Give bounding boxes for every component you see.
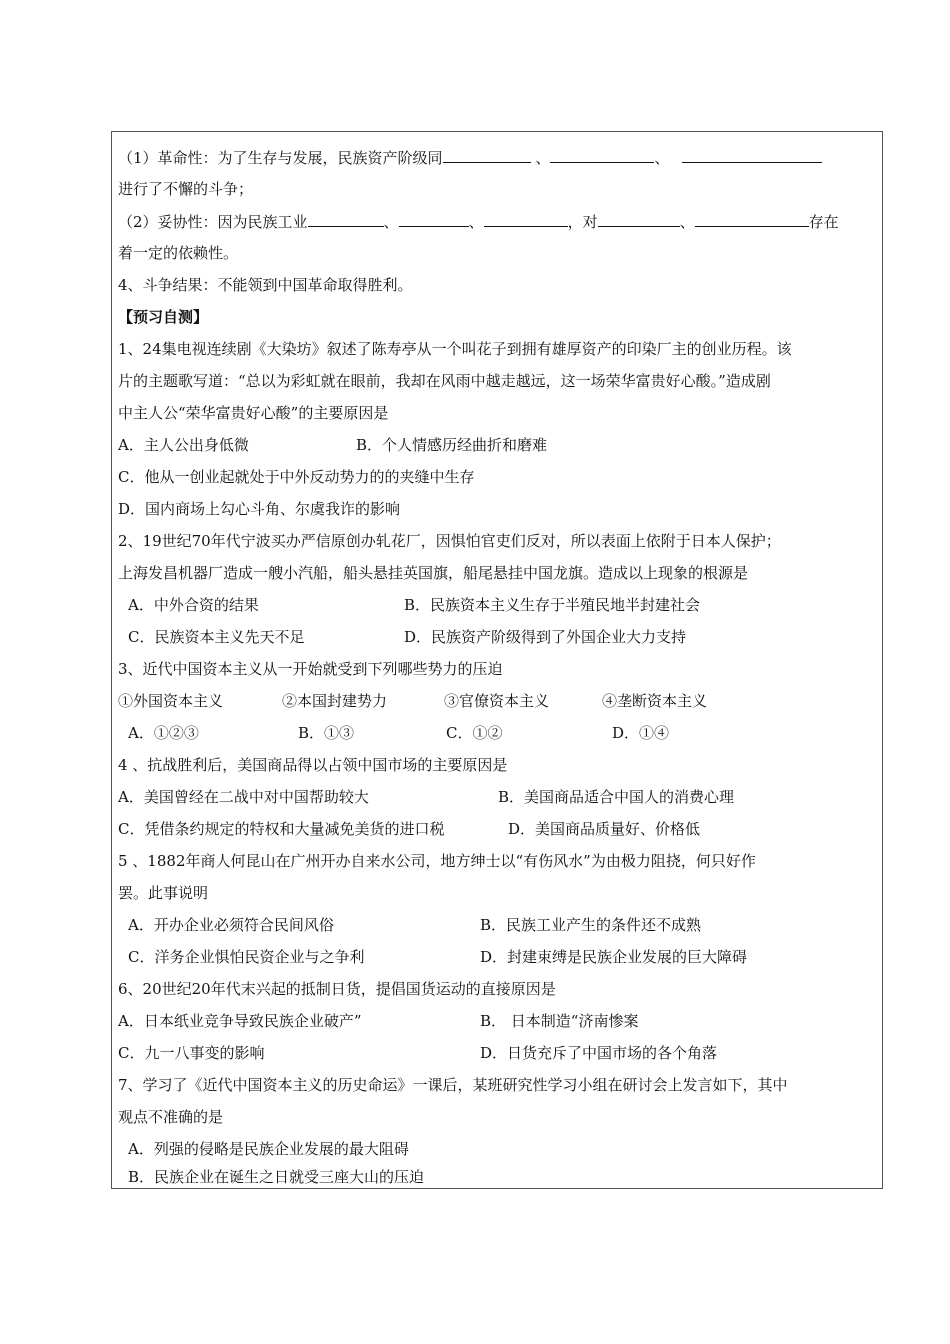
q4-option-c[interactable]: C．凭借条约规定的特权和大量减免美货的进口税: [118, 820, 445, 838]
q5-option-c[interactable]: C．洋务企业惧怕民资企业与之争利: [128, 948, 365, 966]
q4-option-a[interactable]: A．美国曾经在二战中对中国帮助较大: [118, 788, 369, 806]
q1-option-d[interactable]: D．国内商场上勾心斗角、尔虞我诈的影响: [118, 500, 401, 518]
q3-item-3: ③官僚资本主义: [444, 692, 550, 710]
q3-option-d[interactable]: D．①④: [612, 724, 670, 742]
question-2-stem: 2、19世纪70年代宁波买办严信原创办轧花厂，因惧怕官吏们反对，所以表面上依附于日本人保护；: [118, 532, 781, 550]
question-6-stem: 6、20世纪20年代末兴起的抵制日货，提倡国货运动的直接原因是: [118, 980, 556, 998]
text-line: 4、斗争结果：不能领到中国革命取得胜利。: [118, 276, 413, 294]
question-5-stem: 罢。此事说明: [118, 884, 209, 902]
q3-item-1: ①外国资本主义: [118, 692, 224, 710]
q2-option-b[interactable]: B．民族资本主义生存于半殖民地半封建社会: [404, 596, 701, 614]
question-2-stem: 上海发昌机器厂造成一艘小汽船，船头悬挂英国旗，船尾悬挂中国龙旗。造成以上现象的根源是: [118, 564, 749, 582]
q2-option-c[interactable]: C．民族资本主义先天不足: [128, 628, 305, 646]
q4-option-b[interactable]: B．美国商品适合中国人的消费心理: [498, 788, 735, 806]
separator: 、: [468, 213, 484, 231]
compromise-nature-line: [118, 211, 839, 232]
q3-option-a[interactable]: A．①②③: [128, 724, 199, 742]
text-segment: 存在: [808, 213, 839, 231]
question-1-stem: 片的主题歌写道：“总以为彩虹就在眼前，我却在风雨中越走越远，这一场荣华富贵好心酸。”造成剧: [118, 372, 771, 390]
q2-option-a[interactable]: A．中外合资的结果: [128, 596, 259, 614]
q3-item-4: ④垄断资本主义: [602, 692, 708, 710]
answer-blank[interactable]: [695, 211, 809, 227]
text-segment: （1）革命性：为了生存与发展，民族资产阶级同: [118, 149, 443, 167]
separator: ，对: [567, 213, 598, 231]
q5-option-d[interactable]: D．封建束缚是民族企业发展的巨大障碍: [480, 948, 748, 966]
revolutionary-nature-line: [118, 147, 822, 168]
q6-option-d[interactable]: D．日货充斥了中国市场的各个角落: [480, 1044, 718, 1062]
answer-blank[interactable]: [682, 147, 822, 163]
q1-option-c[interactable]: C．他从一创业起就处于中外反动势力的的夹缝中生存: [118, 468, 475, 486]
q1-option-b[interactable]: B．个人情感历经曲折和磨难: [356, 436, 548, 454]
q7-option-b[interactable]: B．民族企业在诞生之日就受三座大山的压迫: [128, 1168, 425, 1186]
section-heading: 【预习自测】: [118, 308, 209, 326]
q4-option-d[interactable]: D．美国商品质量好、价格低: [508, 820, 701, 838]
q3-item-2: ②本国封建势力: [282, 692, 388, 710]
question-3-stem: 3、近代中国资本主义从一开始就受到下列哪些势力的压迫: [118, 660, 503, 678]
text-line: 着一定的依赖性。: [118, 244, 239, 262]
answer-blank[interactable]: [399, 211, 469, 227]
q2-option-d[interactable]: D．民族资产阶级得到了外国企业大力支持: [404, 628, 687, 646]
separator: 、: [679, 213, 695, 231]
q5-option-a[interactable]: A．开办企业必须符合民间风俗: [128, 916, 334, 934]
answer-blank[interactable]: [443, 147, 531, 163]
q7-option-a[interactable]: A．列强的侵略是民族企业发展的最大阻碍: [128, 1140, 409, 1158]
q5-option-b[interactable]: B．民族工业产生的条件还不成熟: [480, 916, 702, 934]
answer-blank[interactable]: [308, 211, 384, 227]
answer-blank[interactable]: [598, 211, 680, 227]
question-1-stem: 中主人公“荣华富贵好心酸”的主要原因是: [118, 404, 389, 422]
answer-blank[interactable]: [550, 147, 654, 163]
q1-option-a[interactable]: A．主人公出身低微: [118, 436, 249, 454]
question-7-stem: 观点不准确的是: [118, 1108, 224, 1126]
separator: 、: [535, 149, 551, 167]
separator: 、: [383, 213, 399, 231]
question-7-stem: 7、学习了《近代中国资本主义的历史命运》一课后，某班研究性学习小组在研讨会上发言如下，其中: [118, 1076, 788, 1094]
q6-option-c[interactable]: C．九一八事变的影响: [118, 1044, 265, 1062]
separator: 、: [654, 149, 670, 167]
text-line: 进行了不懈的斗争；: [118, 180, 254, 198]
answer-blank[interactable]: [484, 211, 568, 227]
question-4-stem: 4 、抗战胜利后，美国商品得以占领中国市场的主要原因是: [118, 756, 508, 774]
q6-option-a[interactable]: A．日本纸业竞争导致民族企业破产”: [118, 1012, 362, 1030]
q3-option-b[interactable]: B．①③: [298, 724, 355, 742]
text-segment: （2）妥协性：因为民族工业: [118, 213, 308, 231]
question-5-stem: 5 、1882年商人何昆山在广州开办自来水公司，地方绅士以“有伤风水”为由极力阻挠，何只好作: [118, 852, 756, 870]
q3-option-c[interactable]: C．①②: [446, 724, 503, 742]
question-1-stem: 1、24集电视连续剧《大染坊》叙述了陈寿亭从一个叫花子到拥有雄厚资产的印染厂主的创业历程。该: [118, 340, 792, 358]
q6-option-b[interactable]: B． 日本制造“济南惨案: [480, 1012, 639, 1030]
